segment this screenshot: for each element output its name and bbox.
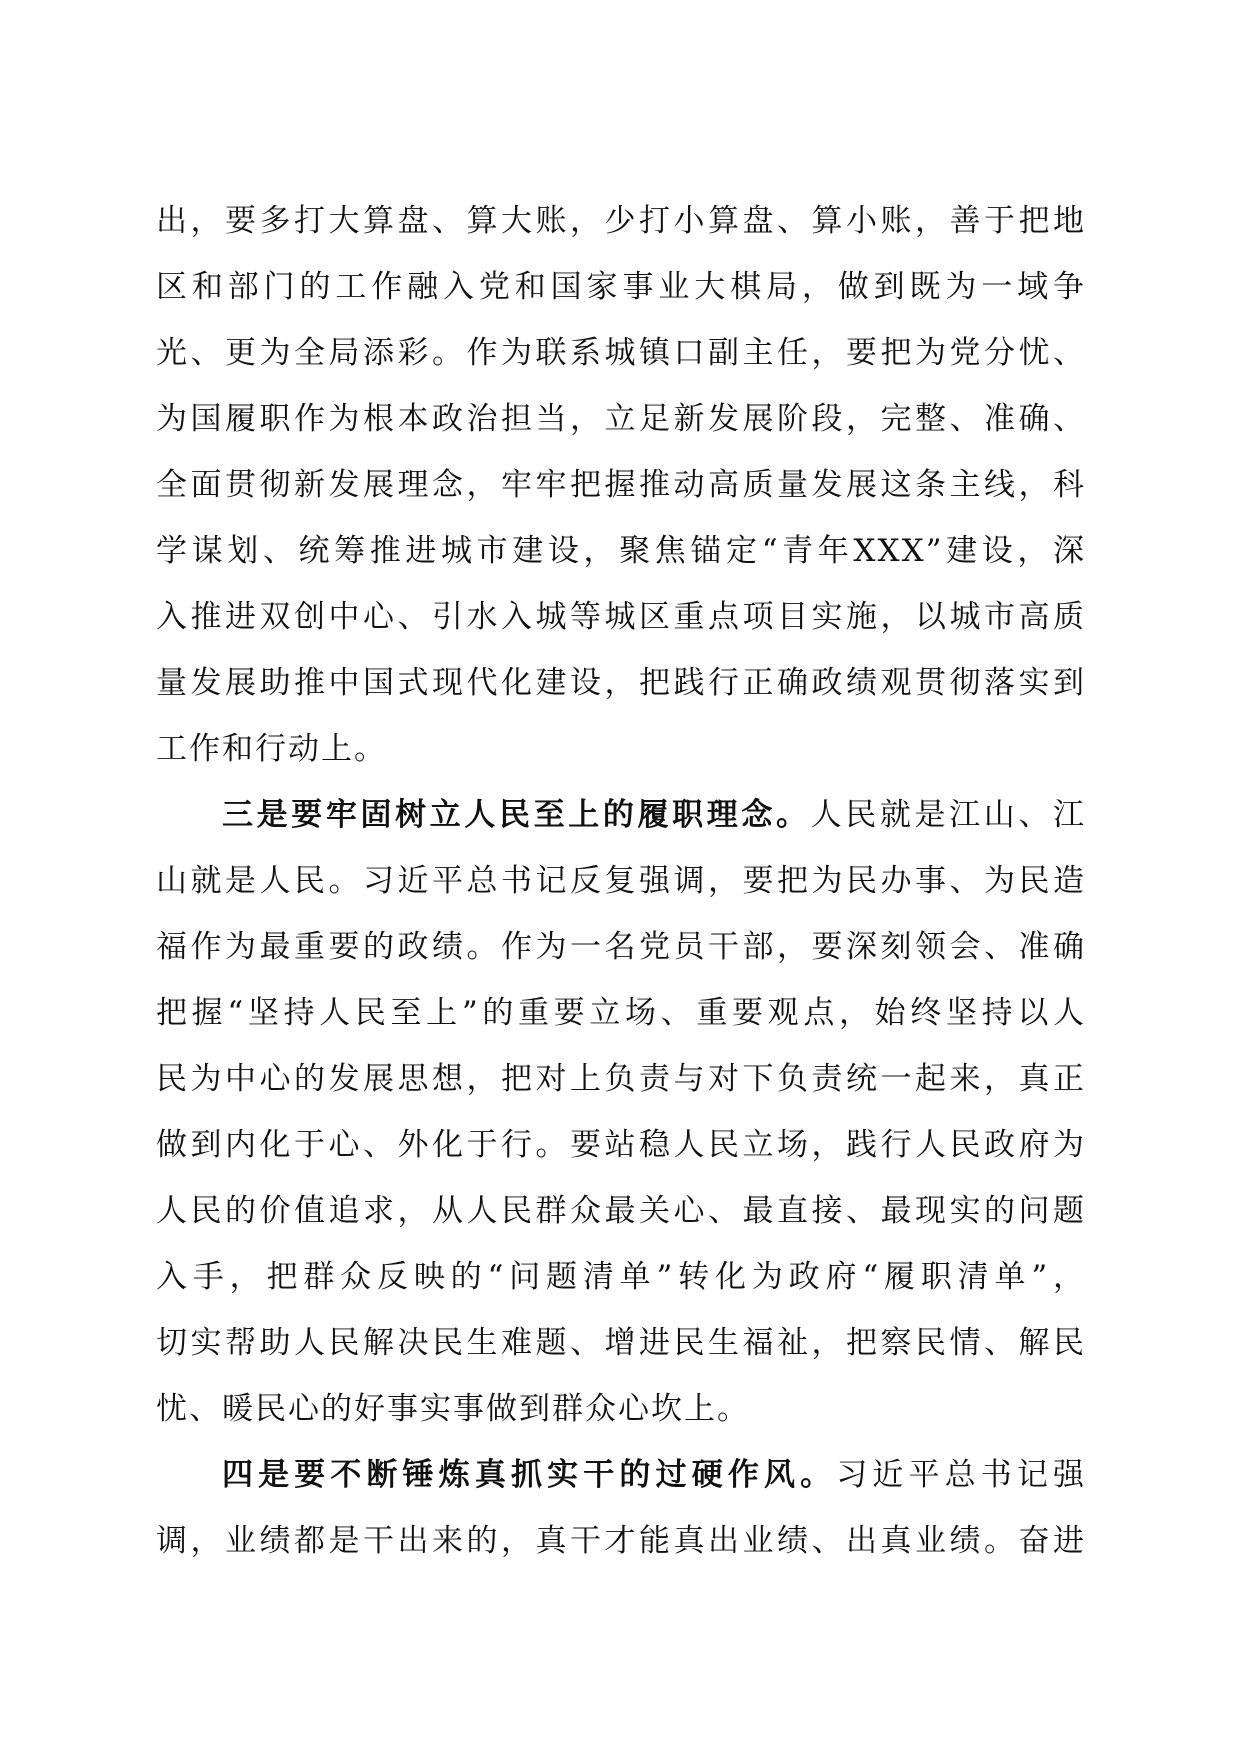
- text-line: 入推进双创中心、引水入城等城区重点项目实施，以城市高质: [156, 599, 1086, 635]
- text-line: 学谋划、统筹推进城市建设，聚焦锚定“青年XXX”建设，深: [156, 533, 1086, 569]
- paragraph-first-line-rest: 习近平总书记强: [836, 1457, 1087, 1493]
- paragraph-people-first: [156, 782, 1086, 1442]
- text-line: 入手，把群众反映的“问题清单”转化为政府“履职清单”，: [156, 1259, 1086, 1295]
- paragraph-continuation: [156, 188, 1086, 782]
- text-line: 民为中心的发展思想，把对上负责与对下负责统一起来，真正: [156, 1061, 1086, 1097]
- text-line: 全面贯彻新发展理念，牢牢把握推动高质量发展这条主线，科: [156, 467, 1086, 503]
- document-body: [156, 188, 1086, 1574]
- text-line: 量发展助推中国式现代化建设，把践行正确政绩观贯彻落实到: [156, 665, 1086, 701]
- text-line: 忧、暖民心的好事实事做到群众心坎上。: [156, 1391, 750, 1427]
- text-line: 光、更为全局添彩。作为联系城镇口副主任，要把为党分忧、: [156, 335, 1086, 371]
- text-line: 做到内化于心、外化于行。要站稳人民立场，践行人民政府为: [156, 1127, 1086, 1163]
- text-line: 人民的价值追求，从人民群众最关心、最直接、最现实的问题: [156, 1193, 1086, 1229]
- text-line: 福作为最重要的政绩。作为一名党员干部，要深刻领会、准确: [156, 929, 1086, 965]
- text-line: 调，业绩都是干出来的，真干才能真出业绩、出真业绩。奋进: [156, 1523, 1086, 1559]
- paragraph-work-style: [156, 1442, 1086, 1574]
- text-line: 把握“坚持人民至上”的重要立场、重要观点，始终坚持以人: [156, 995, 1086, 1031]
- paragraph-lead-heading: 三是要牢固树立人民至上的履职理念。: [222, 797, 811, 833]
- paragraph-first-line: [156, 782, 1086, 848]
- text-line: 为国履职作为根本政治担当，立足新发展阶段，完整、准确、: [156, 401, 1086, 437]
- text-line: 切实帮助人民解决民生难题、增进民生福祉，把察民情、解民: [156, 1325, 1086, 1361]
- paragraph-first-line: [156, 1442, 1086, 1508]
- paragraph-first-line-rest: 人民就是江山、江: [810, 797, 1086, 833]
- text-line: 区和部门的工作融入党和国家事业大棋局，做到既为一域争: [156, 269, 1086, 305]
- text-line: 工作和行动上。: [156, 731, 387, 767]
- paragraph-lead-heading: 四是要不断锤炼真抓实干的过硬作风。: [222, 1457, 837, 1493]
- text-line: 山就是人民。习近平总书记反复强调，要把为民办事、为民造: [156, 863, 1086, 899]
- text-line: 出，要多打大算盘、算大账，少打小算盘、算小账，善于把地: [156, 203, 1086, 239]
